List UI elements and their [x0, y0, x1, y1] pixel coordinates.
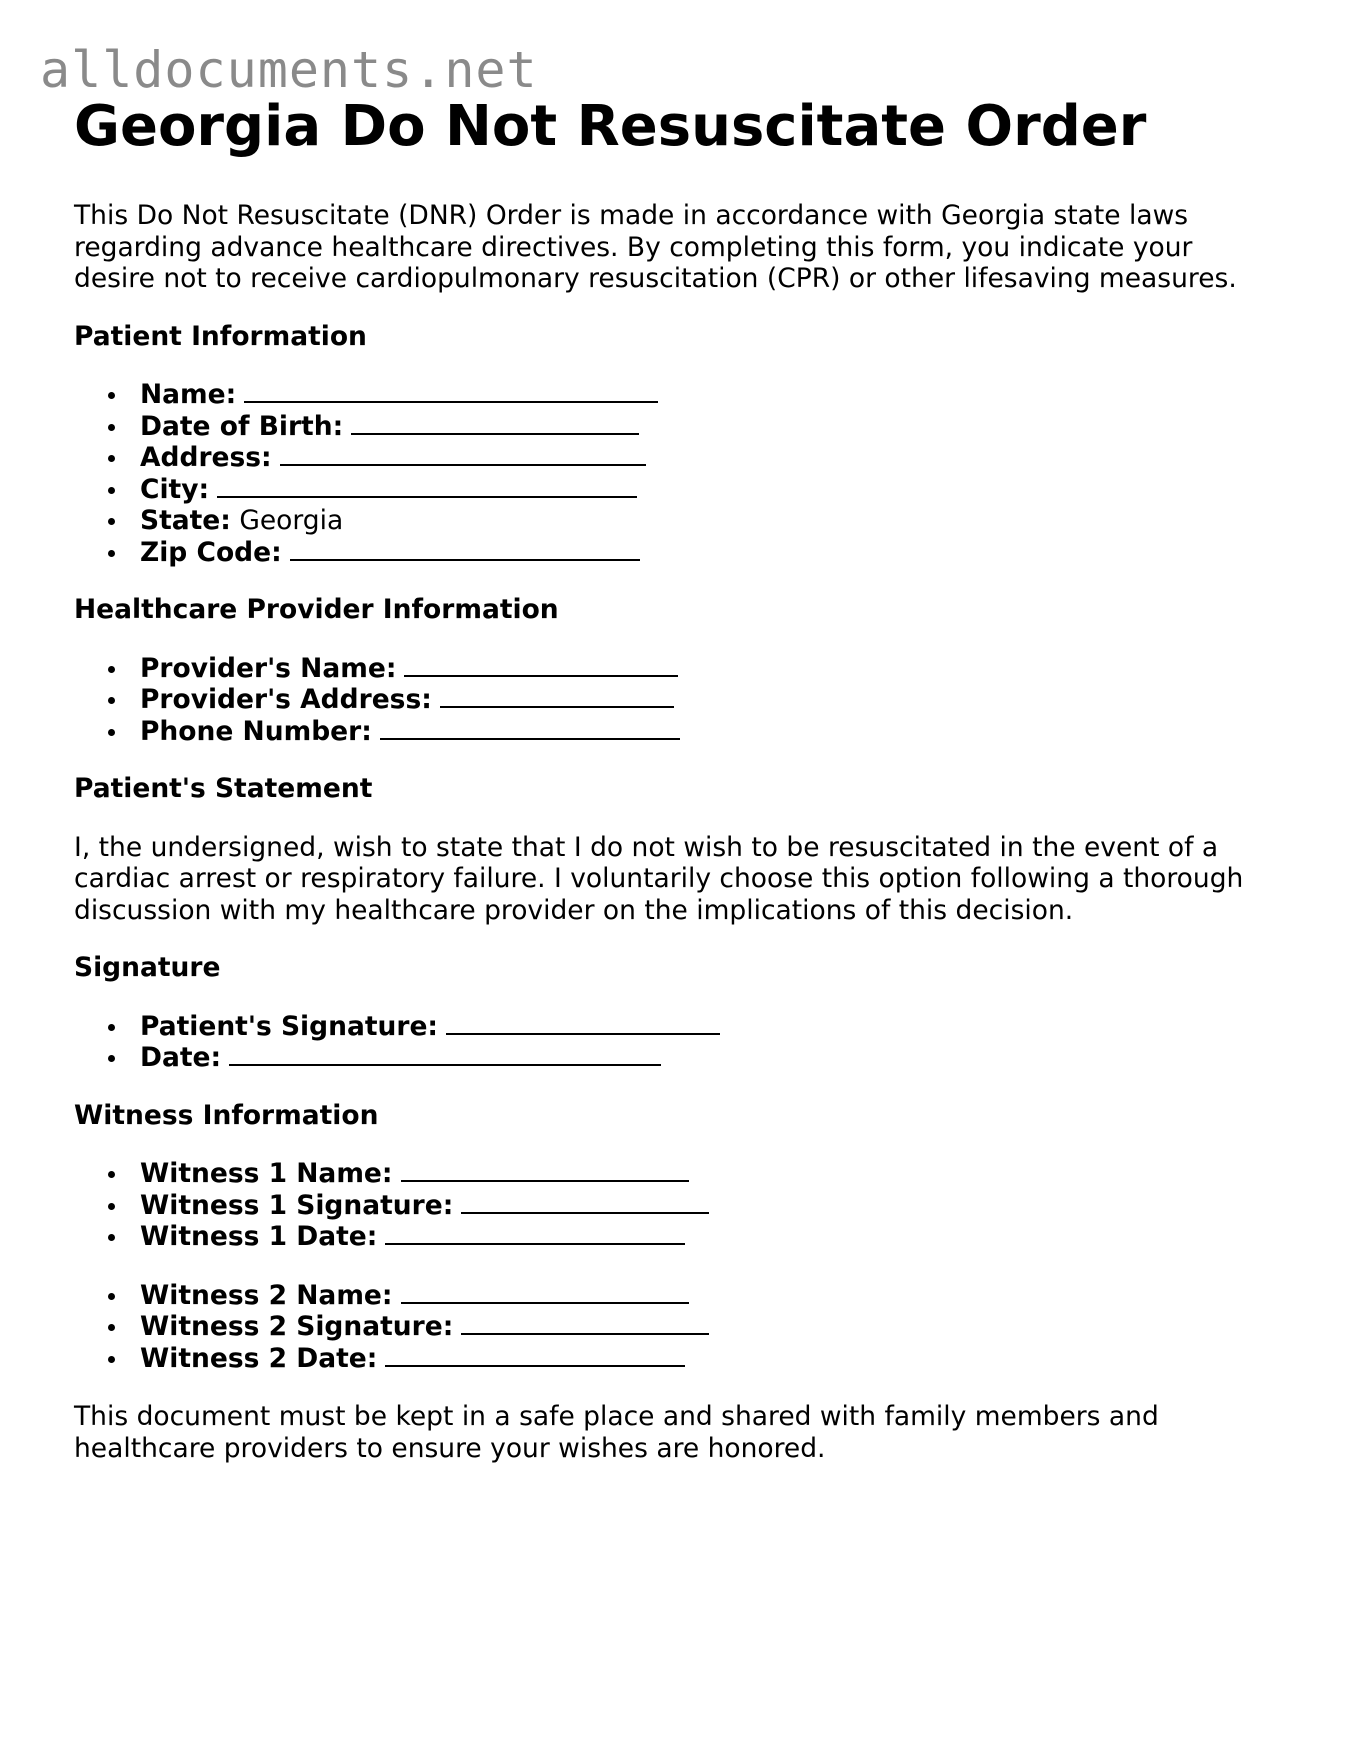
patient-address-field [140, 442, 1284, 474]
patient-info-list [74, 379, 1284, 568]
patient-name-field [140, 379, 1284, 411]
witness-1-name-blank[interactable] [401, 1158, 689, 1182]
witness-2-list [74, 1280, 1284, 1375]
patient-signature-blank[interactable] [446, 1011, 720, 1035]
page-title: Georgia Do Not Resuscitate Order [74, 94, 1147, 159]
statement-paragraph: I, the undersigned, wish to state that I do not wish to be resuscitated in the event of a cardiac arrest or respiratory failure. I voluntarily choose this option following a thorough discussion with my healthcare provider on the implications of this decision. [74, 831, 1244, 926]
patient-signature-field [140, 1011, 1284, 1043]
provider-phone-field [140, 716, 1284, 748]
document-page [74, 92, 1284, 1464]
witness-1-name-label: Witness 1 Name: [140, 1158, 393, 1189]
provider-phone-blank[interactable] [380, 716, 680, 740]
patient-city-label: City: [140, 473, 210, 505]
patient-city-field [140, 474, 1284, 506]
witness-2-name-blank[interactable] [401, 1280, 689, 1304]
provider-address-blank[interactable] [440, 684, 674, 708]
witness-1-name-field [140, 1158, 1284, 1190]
intro-paragraph: This Do Not Resuscitate (DNR) Order is made in accordance with Georgia state laws regarding advance healthcare directives. By completing this form, you indicate your desire not to receive cardiopulmonary resuscitation (CPR) or other lifesaving measures. [74, 200, 1237, 294]
signature-heading: Signature [74, 952, 221, 983]
provider-name-blank[interactable] [404, 653, 678, 677]
signature-date-field [140, 1042, 1284, 1074]
watermark: alldocuments.net [40, 41, 538, 99]
witness-2-date-label: Witness 2 Date: [140, 1342, 378, 1374]
provider-name-label: Provider's Name: [140, 652, 397, 684]
patient-city-blank[interactable] [217, 474, 637, 498]
footer-note: This document must be kept in a safe place and shared with family members and healthcare providers to ensure your wishes are honored. [74, 1401, 1159, 1464]
patient-info-heading: Patient Information [74, 320, 367, 352]
witness-2-date-blank[interactable] [385, 1343, 685, 1367]
witness-2-signature-blank[interactable] [461, 1311, 709, 1335]
provider-address-label: Provider's Address: [140, 684, 432, 715]
provider-info-list [74, 653, 1284, 748]
patient-address-label: Address: [140, 442, 272, 473]
patient-address-blank[interactable] [280, 442, 646, 466]
patient-state-label: State: [140, 505, 231, 536]
provider-name-field [140, 653, 1284, 685]
witness-1-date-field [140, 1221, 1284, 1253]
signature-date-blank[interactable] [229, 1042, 661, 1066]
witness-1-date-label: Witness 1 Date: [140, 1221, 378, 1252]
provider-address-field [140, 684, 1284, 716]
witness-info-heading: Witness Information [74, 1099, 379, 1131]
statement-heading: Patient's Statement [74, 773, 373, 804]
patient-dob-label: Date of Birth: [140, 410, 344, 442]
provider-phone-label: Phone Number: [140, 715, 372, 747]
patient-name-label: Name: [140, 379, 237, 410]
signature-date-label: Date: [140, 1042, 222, 1073]
witness-1-signature-label: Witness 1 Signature: [140, 1189, 454, 1221]
witness-1-signature-blank[interactable] [461, 1190, 709, 1214]
patient-name-blank[interactable] [244, 379, 658, 403]
provider-info-heading: Healthcare Provider Information [74, 594, 559, 625]
witness-2-name-field [140, 1280, 1284, 1312]
witness-1-signature-field [140, 1190, 1284, 1222]
signature-list [74, 1011, 1284, 1074]
patient-dob-blank[interactable] [351, 411, 639, 435]
patient-zip-field [140, 537, 1284, 569]
patient-zip-label: Zip Code: [140, 536, 282, 568]
witness-2-signature-label: Witness 2 Signature: [140, 1311, 454, 1342]
patient-state-value: Georgia [239, 505, 344, 536]
witness-1-date-blank[interactable] [385, 1221, 685, 1245]
witness-2-name-label: Witness 2 Name: [140, 1279, 393, 1311]
patient-signature-label: Patient's Signature: [140, 1010, 439, 1042]
patient-zip-blank[interactable] [290, 537, 640, 561]
patient-state-field [140, 505, 1284, 537]
witness-1-list [74, 1158, 1284, 1253]
witness-2-date-field [140, 1343, 1284, 1375]
witness-2-signature-field [140, 1311, 1284, 1343]
patient-dob-field [140, 411, 1284, 443]
